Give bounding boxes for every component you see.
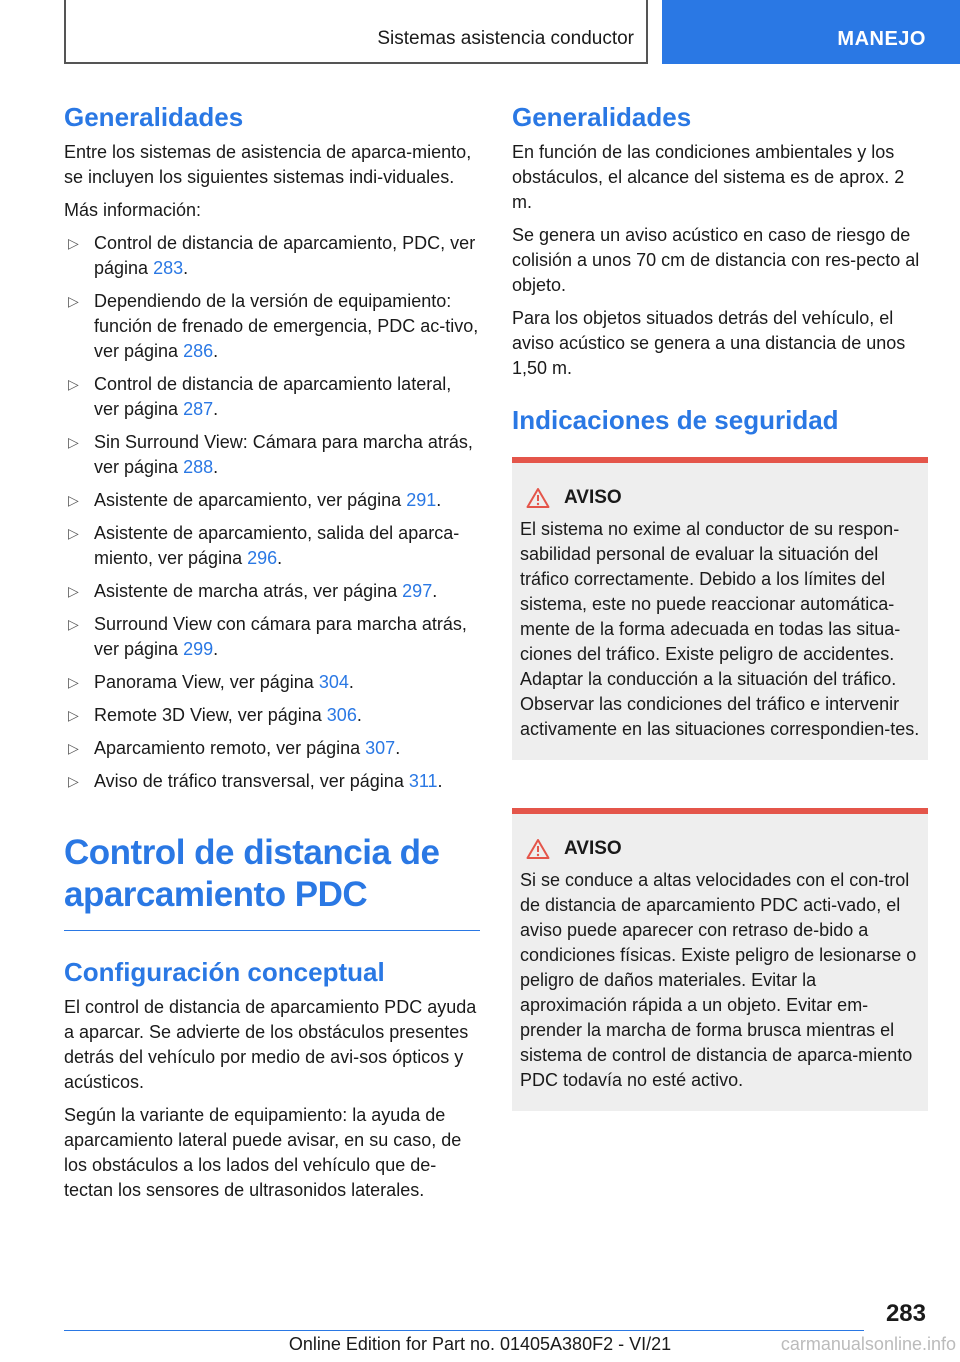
reference-text: Remote 3D View, ver página	[94, 705, 327, 725]
header-box	[64, 0, 648, 64]
triangle-bullet-icon: ▷	[68, 616, 79, 632]
concept-paragraph-1: El control de distancia de aparcamiento PDC ayuda a aparcar. Se advierte de los obstáculos presentes detrás del vehículo por medio de avi-sos ópticos y acústicos.	[64, 997, 477, 1092]
reference-list-item: ▷ Asistente de aparcamiento, ver página 291.	[64, 488, 480, 513]
concept-paragraph-2: Según la variante de equipamiento: la ayuda de aparcamiento lateral puede avisar, en su caso, de los obstáculos a los lados del vehículo que de-tectan los sensores de ultrasonidos laterales.	[64, 1105, 462, 1200]
generalidades-heading: Generalidades	[64, 102, 244, 132]
reference-text: Aparcamiento remoto, ver página	[94, 738, 366, 758]
warning-text: El sistema no exime al conductor de su respon-sabilidad personal de evaluar la situación del tráfico correctamente. Debido a los límites del sistema, este no puede reaccionar automática-mente de la forma adecuada en todas las situa-ciones del tráfico. Existe peligro de accidentes. Adaptar la conducción a la situación del tráfico. Observar las condiciones del tráfico e intervenir activamente en las situaciones correspondien-tes.	[520, 519, 920, 739]
pdc-heading: Control de distancia de aparcamiento PDC	[64, 833, 440, 914]
reference-text: Asistente de aparcamiento, salida del aparca-miento, ver página	[94, 523, 460, 568]
header-title: Sistemas asistencia conductor	[377, 28, 634, 49]
warning-triangle-icon	[526, 838, 550, 860]
page-number: 283	[885, 1300, 926, 1327]
reference-list-item: ▷ Remote 3D View, ver página 306.	[64, 703, 480, 728]
warning-box-2	[512, 808, 928, 1111]
reference-text: Control de distancia de aparcamiento lateral, ver página	[94, 374, 452, 419]
reference-list-item: ▷ Sin Surround View: Cámara para marcha atrás, ver página 288.	[68, 432, 473, 477]
warning-label: AVISO	[564, 487, 622, 508]
warning-label: AVISO	[564, 838, 622, 859]
page-link[interactable]: 307	[365, 738, 396, 758]
reference-list-item: ▷ Aparcamiento remoto, ver página 307.	[64, 736, 480, 761]
reference-text: Dependiendo de la versión de equipamiento: función de frenado de emergencia, PDC ac-tivo, ver página	[94, 291, 479, 361]
triangle-bullet-icon: ▷	[68, 773, 79, 789]
page-link[interactable]: 288	[183, 457, 214, 477]
page-link[interactable]: 286	[183, 341, 214, 361]
reference-text: Control de distancia de aparcamiento, PDC, ver página	[94, 233, 476, 278]
reference-list-item: ▷ Asistente de marcha atrás, ver página 297.	[64, 579, 480, 604]
range-paragraph: En función de las condiciones ambientales y los obstáculos, el alcance del sistema es de aprox. 2 m.	[512, 142, 905, 212]
triangle-bullet-icon: ▷	[68, 674, 79, 690]
page-link[interactable]: 291	[406, 490, 437, 510]
heading-divider	[64, 930, 480, 931]
reference-list-item: ▷ Control de distancia de aparcamiento lateral, ver página 287.	[68, 374, 452, 419]
triangle-bullet-icon: ▷	[68, 525, 79, 541]
reference-text: Aviso de tráfico transversal, ver página	[94, 771, 409, 791]
concept-heading: Configuración conceptual	[64, 957, 385, 987]
edition-footer: Online Edition for Part no. 01405A380F2 - VI/21	[288, 1334, 672, 1354]
reference-list-item: ▷ Asistente de aparcamiento, salida del aparca-miento, ver página 296.	[68, 523, 460, 568]
triangle-bullet-icon: ▷	[68, 376, 79, 392]
page-link[interactable]: 311	[408, 771, 438, 791]
triangle-bullet-icon: ▷	[68, 492, 79, 508]
header-section-tab[interactable]	[662, 0, 960, 64]
footer-divider	[64, 1330, 864, 1331]
generalidades-heading-right: Generalidades	[512, 102, 692, 132]
page-link[interactable]: 304	[318, 672, 349, 692]
warning-text: Si se conduce a altas velocidades con el con-trol de distancia de aparcamiento PDC acti-vado, el aviso puede aparecer con retraso de-bido a condiciones físicas. Existe peligro de lesionarse o peligro de daños materiales. Evitar la aproximación rápida a un objeto. Evitar em-prender la marcha de forma brusca mientras el sistema de control de distancia de aparca-miento PDC todavía no esté activo.	[520, 870, 917, 1090]
page-link[interactable]: 306	[326, 705, 357, 725]
acoustic-paragraph: Se genera un aviso acústico en caso de riesgo de colisión a unos 70 cm de distancia con res-pecto al objeto.	[512, 225, 920, 295]
triangle-bullet-icon: ▷	[68, 293, 79, 309]
reference-list-item: ▷ Dependiendo de la versión de equipamiento: función de frenado de emergencia, PDC ac-tivo, ver página 286.	[68, 291, 479, 361]
page-link[interactable]: 283	[153, 258, 184, 278]
reference-list-item: ▷ Surround View con cámara para marcha atrás, ver página 299.	[68, 614, 467, 659]
page-link[interactable]: 297	[402, 581, 433, 601]
warning-triangle-icon	[526, 487, 550, 509]
left-column	[64, 100, 480, 1211]
triangle-bullet-icon: ▷	[68, 235, 79, 251]
rear-paragraph: Para los objetos situados detrás del vehículo, el aviso acústico se genera a una distancia de unos 1,50 m.	[512, 308, 906, 378]
right-column	[512, 100, 928, 1111]
reference-list-item: ▷ Control de distancia de aparcamiento, PDC, ver página 283.	[68, 233, 476, 278]
triangle-bullet-icon: ▷	[68, 434, 79, 450]
reference-text: Sin Surround View: Cámara para marcha atrás, ver página	[94, 432, 473, 477]
reference-text: Asistente de aparcamiento, ver página	[94, 490, 407, 510]
safety-heading: Indicaciones de seguridad	[512, 405, 839, 435]
page-link[interactable]: 287	[183, 399, 214, 419]
triangle-bullet-icon: ▷	[68, 583, 79, 599]
warning-box-1	[512, 457, 928, 760]
reference-list-item: ▷ Panorama View, ver página 304.	[64, 670, 480, 695]
reference-text: Panorama View, ver página	[94, 672, 319, 692]
page-link[interactable]: 296	[247, 548, 278, 568]
reference-text: Surround View con cámara para marcha atrás, ver página	[94, 614, 467, 659]
header-section-label: MANEJO	[837, 28, 926, 50]
reference-list-item: ▷ Aviso de tráfico transversal, ver página 311.	[64, 769, 480, 794]
watermark: carmanualsonline.info	[780, 1334, 956, 1354]
reference-text: Asistente de marcha atrás, ver página	[94, 581, 403, 601]
intro-paragraph: Entre los sistemas de asistencia de aparca-miento, se incluyen los siguientes sistemas indi-viduales.	[64, 142, 472, 187]
more-info-label: Más información:	[64, 200, 202, 220]
reference-list	[64, 231, 480, 794]
page-link[interactable]: 299	[183, 639, 214, 659]
triangle-bullet-icon: ▷	[68, 707, 79, 723]
triangle-bullet-icon: ▷	[68, 740, 79, 756]
